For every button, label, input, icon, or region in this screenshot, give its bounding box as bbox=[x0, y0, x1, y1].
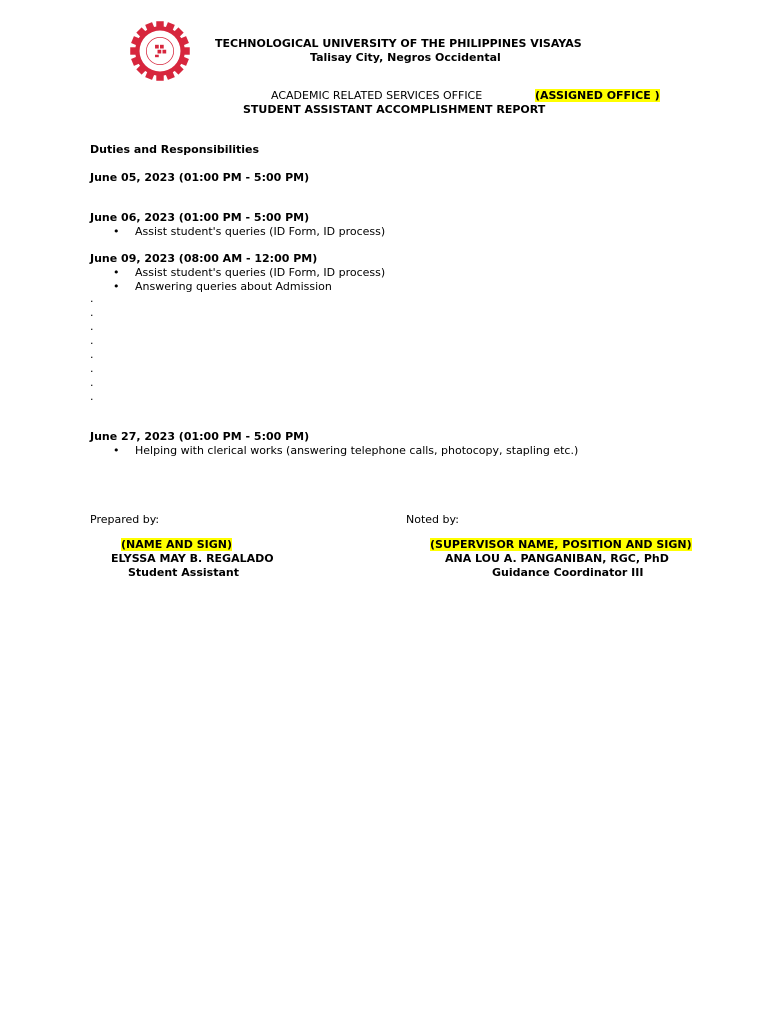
bullet-icon: • bbox=[113, 266, 120, 279]
noted-name: ANA LOU A. PANGANIBAN, RGC, PhD bbox=[445, 552, 669, 565]
entry-date: June 09, 2023 (08:00 AM - 12:00 PM) bbox=[90, 252, 318, 265]
university-seal-logo bbox=[129, 20, 191, 82]
list-item: • Assist student's queries (ID Form, ID process) bbox=[113, 266, 386, 279]
prepared-by-label: Prepared by: bbox=[90, 513, 160, 526]
ellipsis-dot: . bbox=[90, 390, 94, 403]
bullet-icon: • bbox=[113, 444, 120, 457]
ellipsis-dot: . bbox=[90, 348, 94, 361]
ellipsis-dot: . bbox=[90, 292, 94, 305]
ellipsis-dot: . bbox=[90, 334, 94, 347]
list-item: • Helping with clerical works (answering telephone calls, photocopy, stapling etc.) bbox=[113, 444, 579, 457]
ellipsis-dot: . bbox=[90, 306, 94, 319]
list-item: • Answering queries about Admission bbox=[113, 280, 332, 293]
noted-title: Guidance Coordinator III bbox=[492, 566, 644, 579]
university-name: TECHNOLOGICAL UNIVERSITY OF THE PHILIPPINES VISAYAS bbox=[215, 37, 582, 50]
report-title: STUDENT ASSISTANT ACCOMPLISHMENT REPORT bbox=[243, 103, 546, 116]
noted-by-label: Noted by: bbox=[406, 513, 459, 526]
entry-date: June 27, 2023 (01:00 PM - 5:00 PM) bbox=[90, 430, 310, 443]
university-location: Talisay City, Negros Occidental bbox=[310, 51, 501, 64]
prepared-sign-placeholder: (NAME AND SIGN) bbox=[121, 538, 232, 551]
list-item: • Assist student's queries (ID Form, ID process) bbox=[113, 225, 386, 238]
ellipsis-dot: . bbox=[90, 320, 94, 333]
prepared-title: Student Assistant bbox=[128, 566, 239, 579]
bullet-icon: • bbox=[113, 225, 120, 238]
entry-date: June 06, 2023 (01:00 PM - 5:00 PM) bbox=[90, 211, 310, 224]
bullet-icon: • bbox=[113, 280, 120, 293]
prepared-name: ELYSSA MAY B. REGALADO bbox=[111, 552, 274, 565]
noted-sign-placeholder: (SUPERVISOR NAME, POSITION AND SIGN) bbox=[430, 538, 692, 551]
entry-date: June 05, 2023 (01:00 PM - 5:00 PM) bbox=[90, 171, 310, 184]
ellipsis-dot: . bbox=[90, 362, 94, 375]
office-name: ACADEMIC RELATED SERVICES OFFICE bbox=[271, 89, 483, 102]
ellipsis-dot: . bbox=[90, 376, 94, 389]
assigned-office-placeholder: (ASSIGNED OFFICE ) bbox=[535, 89, 660, 102]
section-title: Duties and Responsibilities bbox=[90, 143, 260, 156]
